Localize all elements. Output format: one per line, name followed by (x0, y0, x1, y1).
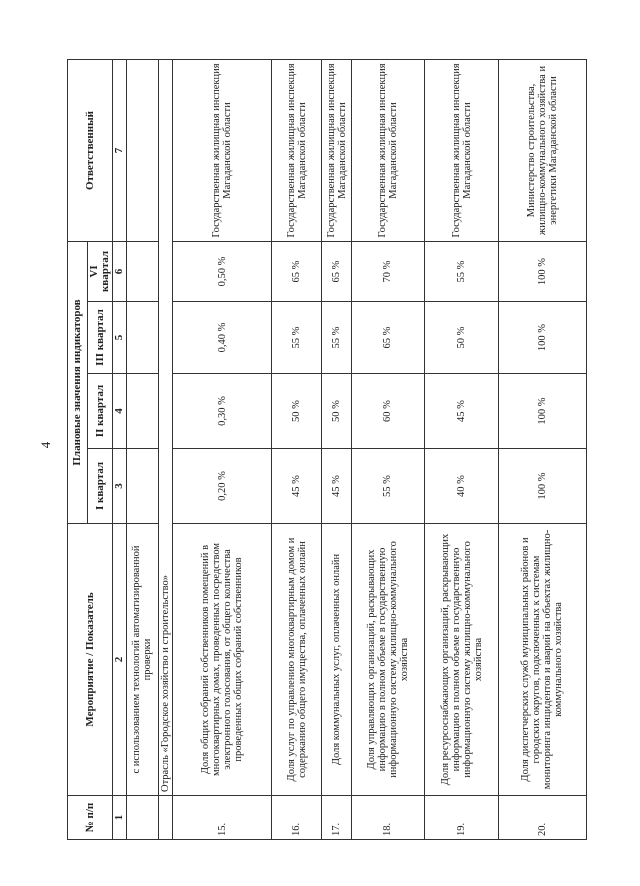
continuation-text: с использованием технологий автоматизированной проверки (127, 524, 159, 796)
row-activity: Доля услуг по управлению многоквартирным домом и содержанию общего имущества, оплаченных онлайн (271, 524, 321, 796)
row-q4: 100 % (498, 242, 586, 302)
row-activity: Доля ресурсоснабжающих организаций, раскрывающих информацию в полном объеме в государственную информационную систему жилищно-коммунального хозяйства (425, 524, 499, 796)
row-responsible: Государственная жилищная инспекция Магаданской области (351, 60, 425, 242)
row-q1: 45 % (271, 449, 321, 524)
header-q4: VI квартал (88, 242, 113, 302)
row-q1: 45 % (322, 449, 351, 524)
table-row (425, 60, 499, 840)
empty-cell (127, 242, 159, 302)
header-activity: Мероприятие / Показатель (68, 524, 113, 796)
row-num: 18. (351, 796, 425, 840)
row-num: 20. (498, 796, 586, 840)
indicators-table (67, 59, 587, 840)
row-q2: 50 % (271, 374, 321, 449)
row-q1: 100 % (498, 449, 586, 524)
col-number: 4 (113, 374, 127, 449)
row-q4: 65 % (322, 242, 351, 302)
row-num: 16. (271, 796, 321, 840)
row-q4: 65 % (271, 242, 321, 302)
empty-cell (127, 60, 159, 242)
header-q2: II квартал (88, 374, 113, 449)
row-q3: 0,40 % (173, 302, 272, 374)
row-q4: 70 % (351, 242, 425, 302)
row-activity: Доля общих собраний собственников помещений в многоквартирных домах, проведенных посредством электронного голосования, от общего количества проведенных общих собраний собственников (173, 524, 272, 796)
row-q2: 45 % (425, 374, 499, 449)
header-planned: Плановые значения индикаторов (68, 242, 88, 524)
row-q1: 40 % (425, 449, 499, 524)
col-number: 1 (113, 796, 127, 840)
col-number: 6 (113, 242, 127, 302)
row-activity: Доля управляющих организаций, раскрывающих информацию в полном объеме в государственную информационную систему жилищно-коммунального хозяйства (351, 524, 425, 796)
table-row (322, 60, 351, 840)
row-q3: 65 % (351, 302, 425, 374)
row-q2: 100 % (498, 374, 586, 449)
header-responsible: Ответственный (68, 60, 113, 242)
header-q1: I квартал (88, 449, 113, 524)
rotated-table-container (67, 60, 587, 840)
row-q4: 0,50 % (173, 242, 272, 302)
col-number: 2 (113, 524, 127, 796)
continuation-num (127, 796, 159, 840)
header-num: № п/п (68, 796, 113, 840)
row-responsible: Государственная жилищная инспекция Магаданской области (271, 60, 321, 242)
page-number: 4 (38, 441, 53, 449)
table-row (173, 60, 272, 840)
row-q4: 55 % (425, 242, 499, 302)
row-q3: 100 % (498, 302, 586, 374)
empty-cell (158, 796, 173, 840)
section-title: Отрасль «Городское хозяйство и строительство» (158, 60, 173, 796)
row-responsible: Государственная жилищная инспекция Магаданской области (322, 60, 351, 242)
row-q3: 50 % (425, 302, 499, 374)
table-row (271, 60, 321, 840)
row-responsible: Министерство строительства, жилищно-коммунального хозяйства и энергетики Магаданской области (498, 60, 586, 242)
col-number: 7 (113, 60, 127, 242)
row-q1: 0,20 % (173, 449, 272, 524)
row-q3: 55 % (322, 302, 351, 374)
row-activity: Доля диспетчерских служб муниципальных районов и городских округов, подключенных к системам мониторинга инцидентов и аварий на объектах жилищно-коммунального хозяйства (498, 524, 586, 796)
row-num: 19. (425, 796, 499, 840)
row-responsible: Государственная жилищная инспекция Магаданской области (425, 60, 499, 242)
row-q1: 55 % (351, 449, 425, 524)
row-q3: 55 % (271, 302, 321, 374)
col-number: 3 (113, 449, 127, 524)
col-number: 5 (113, 302, 127, 374)
header-q3: III квартал (88, 302, 113, 374)
row-activity: Доля коммунальных услуг, оплаченных онлайн (322, 524, 351, 796)
row-responsible: Государственная жилищная инспекция Магаданской области (173, 60, 272, 242)
table-row (351, 60, 425, 840)
row-num: 17. (322, 796, 351, 840)
row-q2: 60 % (351, 374, 425, 449)
table-row (498, 60, 586, 840)
row-q2: 0,30 % (173, 374, 272, 449)
row-num: 15. (173, 796, 272, 840)
empty-cell (127, 374, 159, 449)
empty-cell (127, 449, 159, 524)
empty-cell (127, 302, 159, 374)
row-q2: 50 % (322, 374, 351, 449)
